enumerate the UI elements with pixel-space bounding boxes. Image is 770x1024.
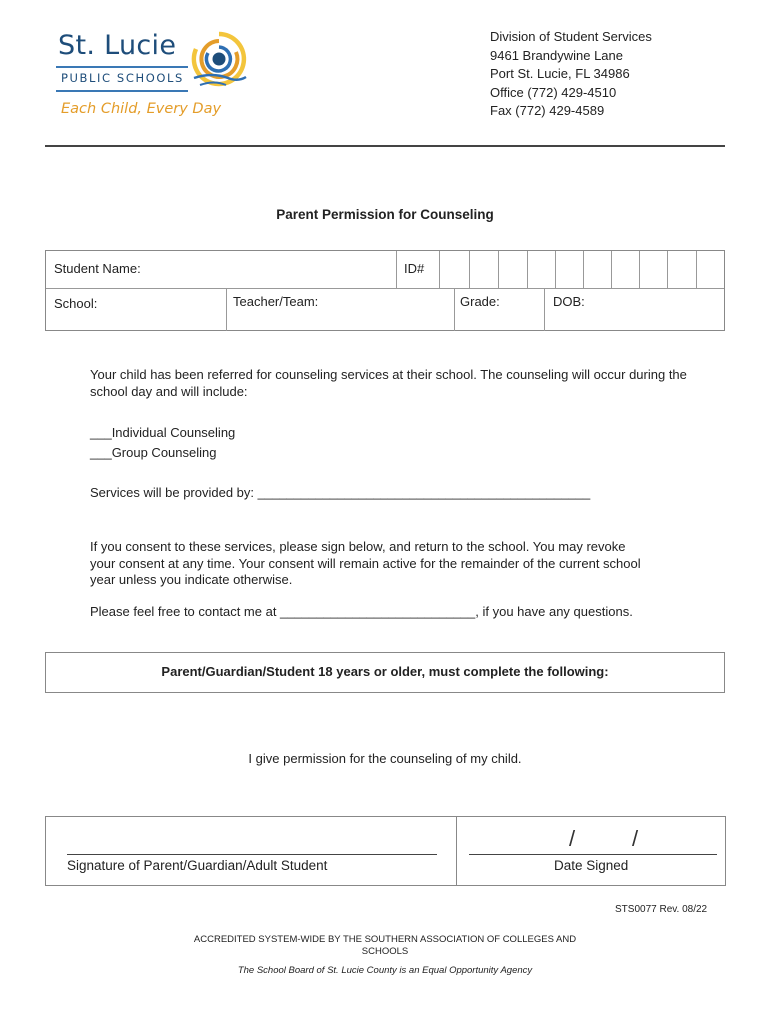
consent-paragraph <box>90 539 641 589</box>
id-digit-box[interactable] <box>583 251 611 288</box>
logo-name: St. Lucie <box>58 30 177 61</box>
name-id-divider <box>396 251 397 288</box>
grade-dob-divider <box>544 288 545 331</box>
guardian-instruction: Parent/Guardian/Student 18 years or older, must complete the following: <box>161 664 609 679</box>
dob-label: DOB: <box>553 294 585 309</box>
id-label: ID# <box>404 261 425 276</box>
signature-label: Signature of Parent/Guardian/Adult Student <box>67 858 328 873</box>
id-digit-box[interactable] <box>611 251 639 288</box>
option-individual-counseling[interactable]: ___Individual Counseling <box>90 425 236 440</box>
signature-line[interactable] <box>67 854 437 855</box>
logo-tagline: Each Child, Every Day <box>61 101 222 117</box>
header-divider <box>45 145 725 147</box>
school-teacher-divider <box>226 288 227 331</box>
teacher-team-label: Teacher/Team: <box>233 294 319 309</box>
referral-line: Your child has been referred for counseling services at their school. The counseling will occur during the <box>90 367 687 382</box>
row-divider <box>46 288 724 289</box>
page-title: Parent Permission for Counseling <box>276 207 494 222</box>
id-field[interactable] <box>439 251 440 288</box>
id-digit-box[interactable] <box>469 251 497 288</box>
permission-statement: I give permission for the counseling of my child. <box>248 751 522 766</box>
student-info-table <box>45 250 725 331</box>
contact-line[interactable]: Please feel free to contact me at ___________________________, if you have any questions. <box>90 604 633 619</box>
option-group-counseling[interactable]: ___Group Counseling <box>90 445 217 460</box>
office-address <box>490 28 652 121</box>
logo-rule-top <box>56 66 188 68</box>
equal-opportunity-notice: The School Board of St. Lucie County is an Equal Opportunity Agency <box>237 965 533 976</box>
accreditation-line: ACCREDITED SYSTEM-WIDE BY THE SOUTHERN ASSOCIATION OF COLLEGES AND <box>193 934 577 945</box>
referral-line: school day and will include: <box>90 383 248 399</box>
logo-rule-bottom <box>56 90 188 92</box>
address-street: 9461 Brandywine Lane <box>490 47 623 63</box>
consent-line: If you consent to these services, please sign below, and return to the school. You may revoke <box>90 539 626 554</box>
target-rings-logo-icon <box>190 30 248 92</box>
id-digit-box[interactable] <box>527 251 555 288</box>
counseling-options <box>90 423 235 463</box>
school-logo <box>52 28 252 123</box>
services-provided-by[interactable]: Services will be provided by: ______________________________________________ <box>90 485 591 500</box>
date-signed-label: Date Signed <box>554 858 629 873</box>
referral-paragraph <box>90 367 687 400</box>
accreditation-line: SCHOOLS <box>361 946 409 957</box>
consent-line: your consent at any time. Your consent will remain active for the remainder of the current school <box>90 555 641 571</box>
signature-box <box>45 816 726 886</box>
student-name-label: Student Name: <box>54 261 141 276</box>
id-digit-box[interactable] <box>498 251 526 288</box>
guardian-instruction-box <box>45 652 725 693</box>
id-digit-box[interactable] <box>696 251 724 288</box>
address-office-phone: Office (772) 429-4510 <box>490 84 617 100</box>
id-digit-box[interactable] <box>555 251 583 288</box>
date-slash: / <box>569 826 576 851</box>
id-digit-box[interactable] <box>639 251 667 288</box>
teacher-grade-divider <box>454 288 455 331</box>
grade-label: Grade: <box>460 294 500 309</box>
date-line[interactable] <box>469 854 717 855</box>
address-division: Division of Student Services <box>490 29 652 44</box>
consent-line: year unless you indicate otherwise. <box>90 572 293 587</box>
date-slash: / <box>632 826 639 851</box>
id-digit-box[interactable] <box>667 251 695 288</box>
address-city: Port St. Lucie, FL 34986 <box>490 66 630 82</box>
signature-date-divider <box>456 817 457 885</box>
accreditation-notice <box>0 934 770 958</box>
school-label: School: <box>54 296 98 311</box>
address-fax: Fax (772) 429-4589 <box>490 103 605 119</box>
logo-subtitle: PUBLIC SCHOOLS <box>61 71 184 85</box>
form-code: STS0077 Rev. 08/22 <box>615 904 708 915</box>
